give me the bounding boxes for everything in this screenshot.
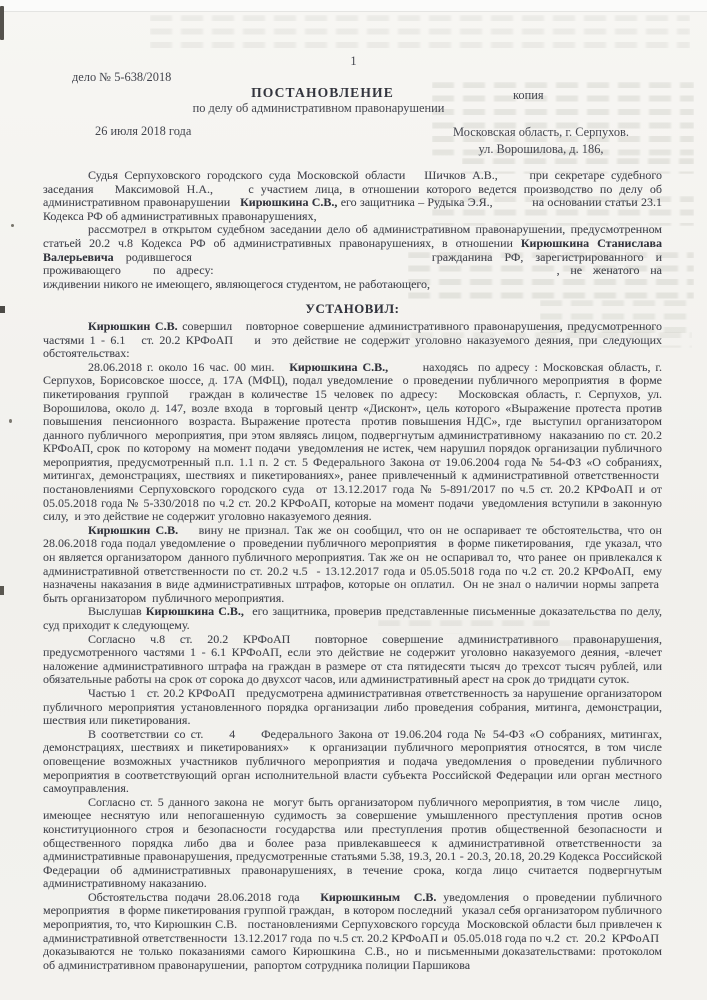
scan-edge-artifact xyxy=(0,586,4,595)
document-body xyxy=(43,169,662,972)
paragraph-federal-law-art4: В соответствии со ст. 4 Федерального Закона от 19.06.204 года № 54-ФЗ «О собраниях, митингах, демонстрациях, шествиях и пикетированиях» к организации публичного мероприятия относятся, в том числе оповещение возможных участников публичного мероприятия и подача уведомления о проведении публичного мероприятия в соответствующий орган исполнительной власти субъекта Российской Федерации или орган местного самоуправления. xyxy=(43,726,662,796)
paragraph-offense-summary: Кирюшкин С.В. совершил повторное совершение административного правонарушения, предусмотренного частями 1 - 6.1 ст. 20.2 КРФоАП и это действие не содержит уголовно наказуемого деяния, при следующих обстоятельствах: xyxy=(43,318,662,361)
scan-edge-artifact xyxy=(0,6,4,40)
paragraph-federal-law-art5: Согласно ст. 5 данного закона не могут быть организатором публичного мероприятия, в том числе лицо, имеющее неснятую или непогашенную судимость за совершение умышленного преступления против основ конституционного строя и безопасности государства или преступления против общественной безопасности и общественного порядка либо два и более раза привлекавшееся к административной ответственности за административные правонарушения, предусмотренные статьями 5.38, 19.3, 20.1 - 20.3, 20.18, 20.29 Кодекса Российской Федерации об административных правонарушениях, в течение срока, когда лицо считается подвергнутым административному наказанию. xyxy=(43,794,662,891)
bleed-through-text xyxy=(150,15,690,55)
paragraph-law-part8: Согласно ч.8 ст. 20.2 КРФоАП повторное совершение административного правонарушения, предусмотренного частями 1 - 6.1 КРФоАП, если это действие не содержит уголовно наказуемого деяния, -влечет наложение административного штрафа на граждан в размере от ста пятидесяти тысяч до трехсот тысяч рублей, или обязательные работы на срок от сорока до двухсот часов, или административный арест на срок до тридцати суток. xyxy=(43,631,662,687)
document-title: ПОСТАНОВЛЕНИЕ xyxy=(251,85,394,100)
heading-ustanovil: УСТАНОВИЛ: xyxy=(305,302,400,317)
redacted-blank xyxy=(214,273,557,274)
redacted-blank xyxy=(192,260,432,261)
scan-speck xyxy=(11,224,14,227)
paragraph-evidence: Обстоятельства подачи 28.06.2018 года Кирюшкиным С.В. уведомления о проведении публичного мероприятия в форме пикетирования группой граждан, в котором последний указал себя организатором публичного мероприятия, то, что Кирюшкин С.В. постановлениями Серпуховского горсуда Московской области был привлечен к административной ответственности 13.12.2017 года по ч.5 ст. 20.2 КРФоАП и 05.05.018 года по ч.2 ст. 20.2 КРФоАП доказываются не только показаниями самого Кирюшкина С.В., но и письменными доказательствами: протоколом об административном правонарушении, рапортом сотрудника полиции Паршикова xyxy=(43,889,663,972)
copy-label: копия xyxy=(513,88,544,102)
paragraph-court-transition: Выслушав Кирюшкина С.В., его защитника, проверив представленные письменные доказательства по делу, суд приходит к следующему. xyxy=(43,604,662,632)
scan-top-edge xyxy=(0,0,707,12)
paragraph-offense-details: 28.06.2018 г. около 16 час. 00 мин. Кирюшкина С.В., находясь по адресу : Московская область, г. Серпухов, Борисовское шоссе, д. 17А (МФЦ), подал уведомление о проведении публичного мероприятия в форме пикетирования группой граждан в количестве 15 человек по адресу: Московская область, г. Серпухов, ул. Ворошилова, около д. 147, возле входа в торговый центр «Дисконт», цель которого «Выражение протеста против повышения пенсионного возраста. Выражение протеста против повышения НДС», где выступил организатором данного публичного мероприятия, при этом являясь лицом, подвергнутым административному наказанию по ст. 20.2 КРФоАП, срок по которому на момент подачи уведомления не истек, чем нарушил порядок организации публичного мероприятия, предусмотренный п.п. 1.1 п. 2 ст. 5 Федерального Закона от 19.06.2004 года № 54-ФЗ «О собраниях, митингах, демонстрациях, шествиях и пикетированиях», ранее привлеченный к административной ответственности постановлениями Серпуховского городского суда от 13.12.2017 года № 5-891/2017 по ч.5 ст. 20.2 КРФоАП и от 05.05.2018 года № 5-330/2018 по ч.2 ст. 20.2 КРФоАП, которые на момент подачи уведомления вступили в законную силу, и это действие не содержит уголовно наказуемого деяния. xyxy=(43,359,662,524)
paragraph-case-subject: рассмотрел в открытом судебном заседании дело об административном правонарушении, предусмотренном статьей 20.2 ч.8 Кодекса РФ об административных правонарушениях, в отношении Кирюшкина Станислава Валерьевича родившегося гражданина РФ, зарегистрированного и проживающего по адресу: , не женатого на иждивении никого не имеющего, являющегося студентом, не работающего, xyxy=(43,222,662,291)
paragraph-judge-intro: Судья Серпуховского городского суда Московской области Шичков А.В., при секретаре судебного заседания Максимовой Н.А., с участием лица, в отношении которого ведется производство по делу об административном правонарушении Кирюшкина С.В., его защитника – Рудыка Э.Я., на основании статьи 23.1 Кодекса РФ об административных правонарушениях, xyxy=(43,168,662,223)
scan-speck xyxy=(9,419,12,423)
document-subtitle: по делу об административном правонарушении xyxy=(192,101,445,115)
scan-edge-artifact xyxy=(0,306,5,313)
paragraph-defendant-position: Кирюшкин С.В. вину не признал. Так же он сообщил, что он не оспаривает те обстоятельства, что он 28.06.2018 года подал уведомление о проведении публичного мероприятия в форме пикетирования, где указал, что он является организатором данного публичного мероприятия. Так же он не оспаривал то, что ранее он привлекался к административной ответственности по ст. 20.2 ч.5 - 13.12.2017 года и 05.05.5018 года по ч.2 ст. 20.2 КРФоАП, ему назначены наказания в виде административных штрафов, которые он оплатил. Он не знал о наличии нормы запрета быть организатором публичного мероприятия. xyxy=(43,522,662,605)
page-number: 1 xyxy=(350,54,357,68)
court-address-line2: ул. Ворошилова, д. 186, xyxy=(478,142,604,156)
document-date: 26 июля 2018 года xyxy=(95,124,192,138)
case-number: дело № 5-638/2018 xyxy=(72,70,172,84)
court-address-line1: Московская область, г. Серпухов. xyxy=(452,125,630,139)
court-address xyxy=(430,124,652,158)
paragraph-law-part1: Частью 1 ст. 20.2 КРФоАП предусмотрена административная ответственность за нарушение организатором публичного мероприятия установленного порядка организации либо проведения собрания, митинга, демонстрации, шествия или пикетирования. xyxy=(43,685,662,728)
